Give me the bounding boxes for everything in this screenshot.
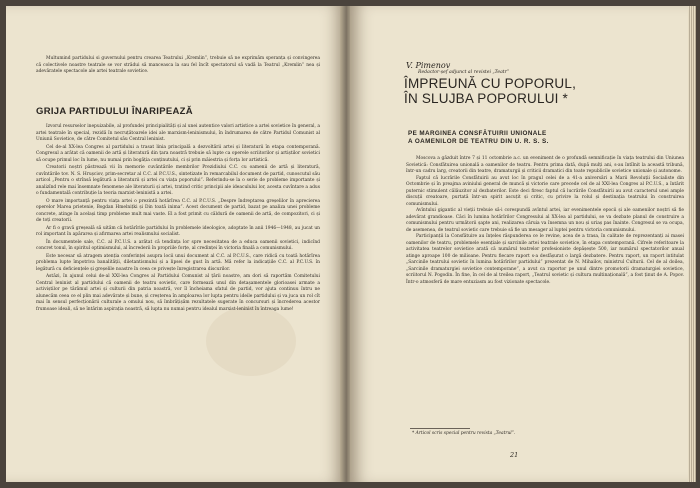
right-page [350, 6, 688, 482]
right-body-text [406, 156, 684, 286]
footnote-rule [410, 428, 470, 429]
author-affiliation: Redactor-șef adjunct al revistei „Teatr” [418, 70, 510, 75]
paragraph: Este necesar să atragem atenția conferinței asupra locii unui document al C.C. al P.C.U.S., care ridică cu toată hotărîrea problema lupte împotriva banalității, diletantismului și a lipsei de gust în artă. Mă refer la indicațiile C.C. al P.C.U.S. în legătură cu deficiențele și greșelile noastre în ceea ce privește înregistrarea discurilor. [36, 253, 320, 272]
paragraph: O mare importanță pentru viața artei o prezintă hotărîrea C.C. al P.C.U.S. „Despre îndreptarea greșelilor în aprecierea operelor Marea prietenie, Bogdan Hmelnițki și Din toată inima”. Acest document de partid, bazat pe analiza unei probleme concrete, atinge în același timp probleme mult mai vaste. El a fost primit cu căldură de oamenii de artă, de compozitori, ci și de toți creatorii. [36, 198, 320, 223]
paragraph: Ar fi o gravă greșeală să uităm că hotărîrile partidului în problemele ideologice, adoptate în anii 1946—1948, au jucat un rol important în apărarea și afirmarea artei realismului socialist. [36, 225, 320, 237]
intro-paragraph: Multumind partidului si guvernului pentru crearea Teatrului „Kremlin”, trebuie să ne exprimăm speranța și convingerea că colectivele noastre teatrale se vor strădui să manceasca la sau fel încît spectatorul să vadă la Teatrul „Kremlin” nea și adevăratele spectacole ale artei teatrale sovietice. [36, 56, 320, 74]
paragraph: În documentele sale, C.C. al P.C.U.S. a arătat că tendința lor spre necesitatea de a educa oamenii sovietici, indicînd concret tonul, în spiritul optimismului, al încrederii în propriile forțe, al credinței în victoria finală a comunismului. [36, 239, 320, 251]
paragraph: Izvorul resurselor inepuizabile, al profundei principialități și al unei autentice valori artistice a artei sovietice în general, a artei teatrale în special, rezidă în necruțătoarele idei ale marxism-leninismului, în îndrumarea de către Partidul Comunist al Uniunii Sovietice, de către Comitetul său Central leninist. [36, 124, 320, 142]
section-heading: GRIJA PARTIDULUI ÎNARIPEAZĂ [36, 106, 193, 117]
paragraph: Astăzi, în ajunul celui de-al XXI-lea Congres al Partidului Comunist al țării noastre, am dori să raportăm Comitetului Central leninist al partidului că oamenii de teatru sovietic, care formează unul din detașamentele glorioasei armate a activiștilor pe tărâmul artei și culturii din patria noastră, vor îl încheiama sfatul de partid, vor ajuta continuu întru ne alunecăm ceea ce el plin mai adevărate și bune, și creșterea în amploarea lor lupta pentru ideile partidului și va juca un rol cît mai în sensul perfecționării culturale a omului nou, să îmbrățișăm rezultatele sugerate în concursuri și încrederea acestor frumoase ideali, să ne întărim aspirația noastră, să lupta nu numai pentru idealul marxist-leninist în întreaga lume! [36, 274, 320, 312]
paragraph: Cel de-al XX-lea Congres al partidului a trasat linia principală a dezvoltării artei și literaturii în etapa contemporană. Congresul a arătat că oamenii de artă și literatură din țara noastră trebuie să lupte ca operele scriitorilor și artiștilor sovietici să ocupe primul loc în lume, nu numai prin bogăția conținutului, ci și prin măiestria și forța lor artistică. [36, 144, 320, 163]
subtitle-line: PE MARGINEA CONSFĂTUIRII UNIONALE [408, 130, 547, 137]
subtitle-line: A OAMENILOR DE TEATRU DIN U. R. S. S. [408, 138, 549, 145]
paragraph: Faptul că lucrările Consfătuirii au avut loc în pragul celei de a 41-a aniversări a Marii Revoluții Socialiste din Octombrie și în preajma aviniului general de muncă și victorie care precede cel de al XXI-lea Congres al P.C.U.S., a întărit puternic stimulent călăuzitor al dezbaterilor. Este deci firesc faptul că lucrările Consfătuirii au avut caracterul unei ample discuții creatoare, purtată într-un spirit ascuțit și critic, cu privire la rolul și destinația teatrului în construirea comunismului. [406, 175, 684, 207]
title-line: ÎMPREUNĂ CU POPORUL, [404, 76, 577, 91]
page-number: 21 [510, 451, 519, 459]
paragraph: Avîntului gigantic al vieții trebuie să-i corespundă avîntul artei, iar evenimentele epocii și ale oamenilor noștri să fie adevărat grandioase. Căci în lumina hotărîrilor Congresului al XX-lea al partidului, se va dezbate planul de construire a comunismului pentru următorii șapte ani, realizarea căruia va însemna un nou și uriaș pas înainte. Congresul se va ocupa, de asemenea, de teatrul sovietic care trebuie să fie un mesager al luptei pentru victoria comunismului. [406, 208, 684, 233]
paragraph: Creatorii noștri păstrează vii în memorie cuvântările membrilor Prezidiului C.C. cu oamenii de artă și literatură, cuvîntările tov. N. S. Hrușciov, prim-secretar al C.C. al P.C.U.S., sintetizate în remarcabilul document de partid, cunoscutul său articol „Pentru o strînsă legătură a literaturii și artei cu viața poporului”. Referindu-se la o serie de probleme importante și analizînd rele mai însemnate fenomene ale literaturii și artei, tratind critic principii ale ideaculului lor, acesta cuvîntare a adus o fundamentală contribuție la teoria marxist-leninistă a artei. [36, 165, 320, 196]
left-body-text [36, 124, 320, 314]
paragraph: Participanții la Consfătuire au înțeles răspunderea ce le revine, acea de a trasa, în calitate de reprezentanți ai masei oamenilor de teatru, problemele esențiale și sarcinile artei teatrale sovietice, în etapa contemporană. Cifrele referitoare la activitatea teatrelor sovietice arată că numărul teatrelor profesioniste depășește 500, iar numărul spectatorilor anual atinge aproape 100 de milioane. Pentru fiecare raport s-a desfășurat o largă dezbatere. Pentru raport, un raport intitulat „Sarcinile teatrului sovietic în lumina hotărîrilor partidului” prezentat de N. Mihailov, ministrul Culturii. Cel de al doilea, „Sarcinile dramaturgiei sovietice contemporane”, a avut ca raportor pe unul dintre promotorii dramaturgiei sovietice, scriitorul N. Pogodin. În fine, în cel de al treilea raport, „Teatrul sovietic și cultura multinațională”, a fost ținut de A. Popov. Într-o atmosferă de mare entuziasm au fost vizionate spectacole. [406, 234, 684, 285]
title-line: ÎN SLUJBA POPORULUI * [404, 91, 568, 106]
footnote: * Articol scris special pentru revista „Teatrul”. [412, 431, 516, 436]
article-title [404, 76, 576, 106]
left-page [6, 6, 344, 482]
page-edges [688, 6, 696, 482]
article-subtitle [408, 130, 549, 146]
paragraph: Moscova a găzduit între 7 și 11 octombrie a.c. un eveniment de o profundă semnificație în viața teatrului din Uniunea Sovietică: Consfătuirea unională a oamenilor de teatru. Pentru prima dată, după mulți ani, s-au întîlnit la această tribună, într-un cadru larg, creatorii din teatre, dramaturgii și criticii dramatici din toate republicile sovietice unionale și autonome. [406, 156, 684, 174]
author-name: V. Pimenov [406, 61, 451, 70]
